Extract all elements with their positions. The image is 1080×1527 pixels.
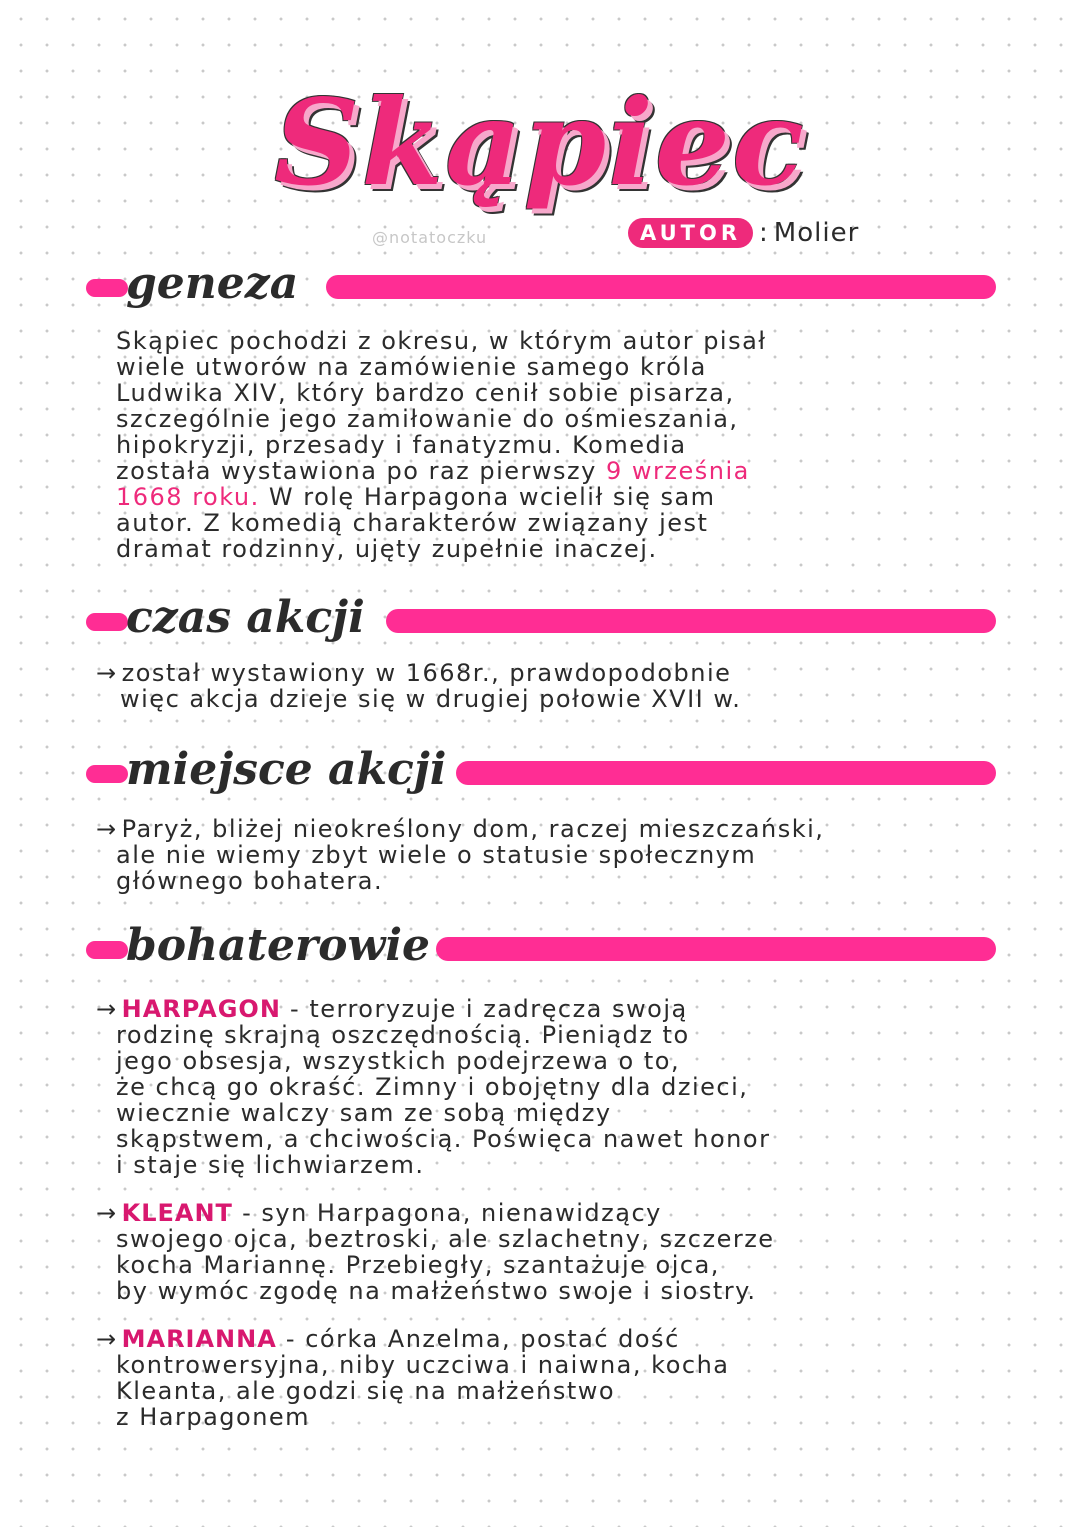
highlighted-date: 1668 roku. xyxy=(116,483,260,511)
text-line: ale nie wiemy zbyt wiele o statusie społecznym xyxy=(116,841,757,869)
arrow-right-icon: → xyxy=(96,995,118,1023)
arrow-right-icon: → xyxy=(96,1199,118,1227)
text-segment: - córka Anzelma, postać dość xyxy=(276,1325,680,1353)
text-segment: - syn Harpagona, nienawidzący xyxy=(232,1199,662,1227)
text-line: więc akcja dzieje się w drugiej połowie XVII w. xyxy=(120,685,742,713)
text-line: rodzinę skrajną oszczędnością. Pieniądz to xyxy=(116,1021,690,1049)
section-header-czas-akcji xyxy=(86,592,996,646)
arrow-right-icon: → xyxy=(96,815,118,843)
text-line: dramat rodzinny, ujęty zupełnie inaczej. xyxy=(116,535,658,563)
text-line: Skąpiec pochodzi z okresu, w którym autor pisał xyxy=(116,327,767,355)
section-bar xyxy=(326,275,996,299)
text-line xyxy=(96,996,936,1022)
character-name: KLEANT xyxy=(121,1199,233,1227)
text-line: kontrowersyjna, niby uczciwa i naiwna, kocha xyxy=(116,1351,730,1379)
section-bar xyxy=(436,937,996,961)
text-line: wiecznie walczy sam ze sobą między xyxy=(116,1099,612,1127)
text-line: i staje się lichwiarzem. xyxy=(116,1151,425,1179)
text-line xyxy=(96,1326,936,1352)
highlighted-date: 9 września xyxy=(606,457,750,485)
text-line: szczególnie jego zamiłowanie do ośmieszania, xyxy=(116,405,739,433)
section-bullet-icon xyxy=(86,941,128,959)
text-line xyxy=(96,660,936,686)
section-title: bohaterowie xyxy=(126,920,431,971)
arrow-right-icon: → xyxy=(96,1325,118,1353)
character-harpagon xyxy=(96,996,936,1178)
text-line: kocha Mariannę. Przebiegły, szantażuje ojca, xyxy=(116,1251,720,1279)
text-line: Kleanta, ale godzi się na małżeństwo xyxy=(116,1377,616,1405)
arrow-right-icon: → xyxy=(96,659,118,687)
text-segment: została wystawiona po raz pierwszy xyxy=(116,457,597,485)
section-title: geneza xyxy=(126,258,299,309)
geneza-text xyxy=(116,328,956,562)
author-badge: AUTOR xyxy=(628,218,753,248)
section-bullet-icon xyxy=(86,279,128,297)
text-line: głównego bohatera. xyxy=(116,867,384,895)
text-segment: Paryż, bliżej nieokreślony dom, raczej mieszczański, xyxy=(121,815,825,843)
text-line: by wymóc zgodę na małżeństwo swoje i siostry. xyxy=(116,1277,757,1305)
text-line: swojego ojca, beztroski, ale szlachetny, szczerze xyxy=(116,1225,775,1253)
czas-akcji-text xyxy=(96,660,936,712)
character-kleant xyxy=(96,1200,936,1304)
section-bullet-icon xyxy=(86,613,128,631)
section-title: czas akcji xyxy=(126,592,365,643)
page-title: Skąpiec xyxy=(274,73,806,212)
section-header-miejsce-akcji xyxy=(86,744,996,798)
text-segment: W rolę Harpagona wcielił się sam xyxy=(268,483,716,511)
text-segment: został wystawiony w 1668r., prawdopodobnie xyxy=(121,659,732,687)
text-line: jego obsesja, wszystkich podejrzewa o to, xyxy=(116,1047,681,1075)
author-separator: : xyxy=(759,218,768,248)
text-line xyxy=(116,484,956,510)
section-header-bohaterowie xyxy=(86,920,996,974)
section-bar xyxy=(386,609,996,633)
text-line: Ludwika XIV, który bardzo cenił sobie pisarza, xyxy=(116,379,735,407)
credit-watermark: @notatoczku xyxy=(372,228,488,247)
author-name: Molier xyxy=(773,218,860,248)
character-name: MARIANNA xyxy=(121,1325,277,1353)
text-line: hipokryzji, przesady i fanatyzmu. Komedia xyxy=(116,431,687,459)
text-line xyxy=(116,458,956,484)
miejsce-akcji-text xyxy=(96,816,936,894)
author-line xyxy=(628,218,859,248)
text-line xyxy=(96,816,936,842)
section-title: miejsce akcji xyxy=(126,744,447,795)
text-line: że chcą go okraść. Zimny i obojętny dla dzieci, xyxy=(116,1073,749,1101)
text-line: z Harpagonem xyxy=(116,1403,311,1431)
text-segment: - terroryzuje i zadręcza swoją xyxy=(280,995,688,1023)
section-bar xyxy=(456,761,996,785)
text-line: autor. Z komedią charakterów związany jest xyxy=(116,509,709,537)
section-header-geneza xyxy=(86,258,996,312)
section-bullet-icon xyxy=(86,765,128,783)
text-line xyxy=(96,1200,936,1226)
text-line: skąpstwem, a chciwością. Poświęca nawet honor xyxy=(116,1125,771,1153)
character-name: HARPAGON xyxy=(121,995,281,1023)
character-marianna xyxy=(96,1326,936,1430)
text-line: wiele utworów na zamówienie samego króla xyxy=(116,353,707,381)
